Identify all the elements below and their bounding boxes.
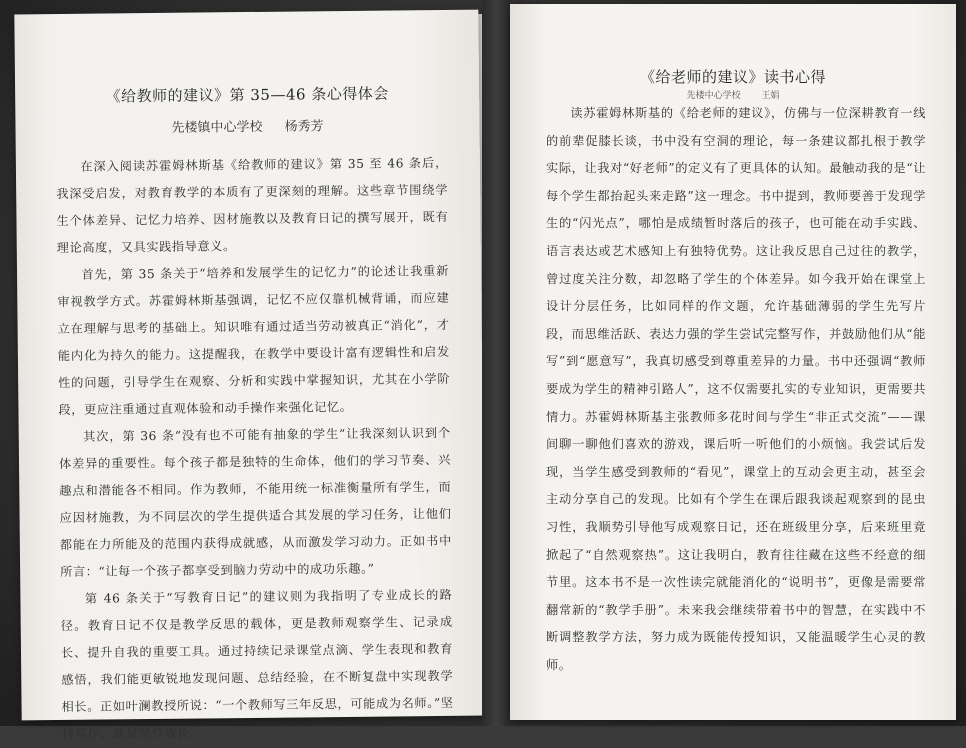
left-paragraph: 首先，第 35 条关于“培养和发展学生的记忆力”的论述让我重新审视教学方式。苏霍姆林斯基强调，记忆不应仅靠机械背诵，而应建立在理解与思考的基础上。知识唯有通过适当劳动被真正“消化”，才能内化为持久的能力。这提醒我，在教学中要设计富有逻辑性和启发性的问题，引导学生在观察、分析和实践中掌握知识，尤其在小学阶段，更应注重通过直观体验和动手操作来强化记忆。 [57, 263, 451, 418]
book-gutter [482, 0, 510, 726]
left-page-title: 《给教师的建议》第 35—46 条心得体会 [105, 84, 389, 106]
right-page-title: 《给老师的建议》读书心得 [639, 68, 826, 86]
left-paragraph: 第 46 条关于“写教育日记”的建议则为我指明了专业成长的路径。教育日记不仅是教学反思的载体，更是教师观察学生、记录成长、提升自我的重要工具。通过持续记录课堂点滴、学生表现和教育感悟，我们能更敏锐地发现问题、总结经验，在不断复盘中实现教学相长。正如叶澜教授所说：“一个教师写三年反思，可能成为名师。”坚持写作，就是坚持成长。 [60, 587, 454, 741]
right-page-author: 先楼中心学校 王娟 [686, 91, 780, 101]
left-paragraph: 其次，第 36 条“没有也不可能有抽象的学生”让我深刻认识到个体差异的重要性。每个孩子都是独特的生命体，他们的学习节奏、兴趣点和潜能各不相同。作为教师，不能用统一标准衡量所有学生，而应因材施教，为不同层次的学生提供适合其发展的学习任务，让他们都能在力所能及的范围内获得成就感，从而激发学习动力。正如书中所言：“让每一个孩子都享受到脑力劳动中的成功乐趣。” [58, 425, 452, 579]
left-page-author: 先楼镇中心学校 杨秀芳 [171, 119, 324, 136]
right-paragraph: 读苏霍姆林斯基的《给老师的建议》，仿佛与一位深耕教育一线的前辈促膝长谈，书中没有空洞的理论，每一条建议都扎根于教学实际，让我对“好老师”的定义有了更具体的认知。最触动我的是“让每个学生都抬起头来走路”这一理念。书中提到，教师要善于发现学生的“闪光点”，哪怕是成绩暂时落后的孩子，也可能在动手实践、语言表达或艺术感知上有独特优势。这让我反思自己过往的教学，曾过度关注分数，却忽略了学生的个体差异。如今我开始在课堂上设计分层任务，比如同样的作文题，允许基础薄弱的学生先写片段，而思维活跃、表达力强的学生尝试完整写作，并鼓励他们从“能写”到“愿意写”，我真切感受到尊重差异的力量。书中还强调“教师要成为学生的精神引路人”，这不仅需要扎实的专业知识，更需要共情力。苏霍姆林斯基主张教师多花时间与学生“非正式交流”——课间聊一聊他们喜欢的游戏，课后听一听他们的小烦恼。我尝试后发现，当学生感受到教师的“看见”，课堂上的互动会更主动，甚至会主动分享自己的发现。比如有个学生在课后跟我谈起观察到的昆虫习性，我顺势引导他写成观察日记，还在班级里分享，后来班里竟掀起了“自然观察热”。这让我明白，教育往往藏在这些不经意的细节里。这本书不是一次性读完就能消化的“说明书”，更像是需要常翻常新的“教学手册”。未来我会继续带着书中的智慧，在实践中不断调整教学方法，努力成为既能传授知识，又能温暖学生心灵的教师。 [546, 106, 926, 672]
right-document-page [510, 4, 956, 720]
left-paragraph: 在深入阅读苏霍姆林斯基《给教师的建议》第 35 至 46 条后，我深受启发，对教育教学的本质有了更深刻的理解。这些章节围绕学生个体差异、记忆力培养、因材施教以及教育日记的撰写展开，既有理论高度，又具实践指导意义。 [56, 155, 449, 256]
left-document-page [14, 10, 485, 741]
right-page-body [546, 100, 926, 679]
left-page-body [56, 150, 454, 748]
